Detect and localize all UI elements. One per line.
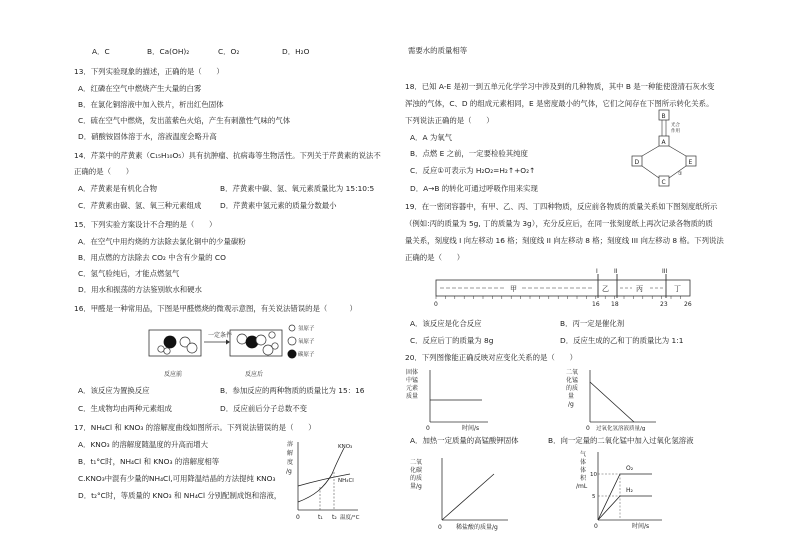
x-axis-label: 时间/s <box>462 425 480 432</box>
x-axis-label: 稀盐酸的质量/g <box>456 524 498 531</box>
origin: 0 <box>426 425 430 432</box>
origin: 0 <box>594 523 598 530</box>
x-tick: t₂ <box>332 514 337 521</box>
caption-before: 反应前 <box>164 371 183 378</box>
x-axis-label: 时间/s <box>632 523 650 530</box>
q18-option-c: C．反应①可表示为 H₂O₂=H₂↑+O₂↑ <box>410 166 536 175</box>
ylabel-char: /g <box>286 468 292 475</box>
ylabel-line: 二氧 <box>410 459 423 466</box>
q15-option-d: D．用水和振荡的方法鉴别软水和硬水 <box>78 285 202 294</box>
edge-label-line1: 光合 <box>671 123 680 128</box>
x-tick: 0 <box>296 514 300 521</box>
segment-jia: 甲 <box>510 285 517 293</box>
q18-stem-line1: 18．已知 A-E 是初一到五单元化学学习中涉及到的几种物质，其中 B 是一种能使澄清石灰水变 <box>405 82 715 91</box>
ylabel-line: /g <box>568 401 574 408</box>
edge-a-d <box>642 146 659 156</box>
oxygen-atom <box>187 343 197 353</box>
ylabel-char: 体 <box>580 459 587 466</box>
q18-option-d: D．A→B 的转化可通过呼吸作用来实现 <box>410 184 538 193</box>
hydrogen-atom <box>158 346 164 352</box>
ylabel-char: 溶 <box>287 441 294 448</box>
q19-option-b: B．丙一定是催化剂 <box>560 319 625 328</box>
q14-option-d: D．芹黄素中氢元素的质量分数最小 <box>220 201 337 210</box>
q20-stem: 20．下列图像能正确反映对应变化关系的是（ ） <box>405 353 578 362</box>
q20-graph-c <box>404 452 534 532</box>
o2-line <box>598 474 620 520</box>
q12-option-c: C．O₂ <box>218 47 240 56</box>
q19-stem-line1: 19．在一密闭容器中，有甲、乙、丙、丁四种物质，反应前各物质的质量关系如下图刻度纸所示 <box>405 202 718 211</box>
q18-stem-line3: 下列说法正确的是（ ） <box>405 116 494 125</box>
legend-carbon: 碳原子 <box>298 352 315 358</box>
h2-line <box>598 496 620 520</box>
q16-stem: 16．甲醛是一种常用品，下图是甲醛燃烧的微观示意图，有关说法错误的是（ ） <box>74 304 357 313</box>
q17-option-c: C.KNO₃中混有少量的NH₄Cl,可用降温结晶的方法提纯 KNO₃ <box>78 474 276 483</box>
data-line <box>590 382 634 422</box>
node-d-label: D <box>634 159 640 166</box>
x-axis-label: 过氧化氢溶液质量/g <box>596 426 646 432</box>
q15-option-b: B．用点燃的方法除去 CO₂ 中含有少量的 CO <box>78 253 226 262</box>
q15-option-c: C．氢气验纯后，才能点燃氢气 <box>78 269 180 278</box>
q20-graph-a <box>404 366 514 432</box>
ylabel-char: 气 <box>580 451 587 458</box>
q13-option-a: A．红磷在空气中燃烧产生大量的白雾 <box>78 84 202 93</box>
q18-option-b: B．点燃 E 之前，一定要检验其纯度 <box>410 149 528 158</box>
q12-option-a: A．C <box>92 47 110 56</box>
legend-hydrogen: 氢原子 <box>298 326 315 332</box>
q20-graph-b <box>560 366 680 432</box>
oxygen-atom <box>256 335 266 345</box>
q20-caption-a: A．加热一定质量的高锰酸钾固体 <box>410 436 519 445</box>
legend-carbon-icon <box>288 350 297 359</box>
q17-option-a: A．KNO₃ 的溶解度随温度的升高而增大 <box>78 440 209 449</box>
q20-graph-d <box>568 448 678 532</box>
legend-oxygen: 氧原子 <box>298 339 315 345</box>
q14-option-b: B．芹黄素中碳、氢、氧元素质量比为 15:10:5 <box>220 184 375 193</box>
hydrogen-atom <box>269 332 275 338</box>
node-e-label: E <box>688 159 693 166</box>
ylabel-line: 量/g <box>410 483 422 490</box>
caption-after: 反应后 <box>245 371 264 378</box>
origin: 0 <box>438 524 442 531</box>
segment-yi: 乙 <box>602 285 609 293</box>
edge-label-line2: 作用 <box>671 129 680 134</box>
q16-option-a: A．该反应为置换反应 <box>78 386 150 395</box>
q13-option-c: C．硫在空气中燃烧，发出蓝紫色火焰，产生有刺激性气味的气体 <box>78 116 291 125</box>
ylabel-line: 的质 <box>410 475 423 482</box>
q12-option-b: B．Ca(OH)₂ <box>147 47 190 56</box>
q19-scale-ruler <box>430 266 720 310</box>
q19-stem-line2: （例如:丙的质量为 5g, 丁的质量为 3g），充分反应后，在同一张刻度纸上再次记录各物质的质 <box>405 219 713 228</box>
q12-option-d: D．H₂O <box>282 47 310 56</box>
origin: 0 <box>586 425 590 432</box>
q17-option-b: B．t₁°C时，NH₄Cl 和 KNO₃ 的溶解度相等 <box>78 457 220 466</box>
node-b-label: B <box>661 113 666 120</box>
q15-option-a: A．在空气中用灼烧的方法除去氯化铜中的少量碳粉 <box>78 237 246 246</box>
y-tick: 5 <box>592 494 596 500</box>
node-a-label: A <box>661 139 666 146</box>
q16-option-d: D．反应前后分子总数不变 <box>220 404 307 413</box>
carbon-atom <box>164 336 177 349</box>
q18-option-a: A．A 为氧气 <box>410 133 453 142</box>
ylabel-char: 度 <box>287 459 294 466</box>
ylabel-line: 元素 <box>406 385 419 392</box>
reaction-condition: 一定条件 <box>208 332 233 339</box>
legend-hydrogen-icon <box>289 325 295 331</box>
ylabel-char: 体 <box>580 467 587 474</box>
ylabel-line: 中锰 <box>406 377 419 384</box>
ylabel-line: 质量 <box>406 393 419 400</box>
q16-option-c: C．生成物均由两种元素组成 <box>78 404 172 413</box>
edge-d-c <box>642 166 659 178</box>
hydrogen-atom <box>164 348 170 354</box>
tick-label-23: 23 <box>660 301 668 308</box>
q17-continuation: 需要水的质量相等 <box>408 46 468 55</box>
x-axis-label: 温度/°C <box>340 515 360 521</box>
ylabel-line: 量 <box>568 393 575 400</box>
q17-option-d: D．t₂°C时，等质量的 KNO₃ 和 NH₄Cl 分别配制成饱和溶液， <box>78 491 282 500</box>
ruler-ticks <box>436 296 680 299</box>
mark-label-3: III <box>662 268 668 275</box>
q19-option-d: D．反应生成的乙和丁的质量比为 1:1 <box>560 336 684 345</box>
q15-stem: 15．下列实验方案设计不合理的是（ ） <box>74 220 217 229</box>
ylabel-line: 固体 <box>406 369 419 376</box>
ylabel-char: 解 <box>287 450 294 457</box>
data-line <box>442 474 494 520</box>
q13-option-d: D．硝酸铵固体溶于水，溶液温度会略升高 <box>78 132 217 141</box>
tick-label-26: 26 <box>684 301 692 308</box>
hydrogen-atom <box>272 343 278 349</box>
mark-label-2: II <box>614 268 618 275</box>
ylabel-char: 积 <box>580 475 587 482</box>
arrow-head-icon <box>226 340 230 345</box>
series-label-h2: H₂ <box>626 487 633 494</box>
series-label-nh4cl: NH₄Cl <box>338 478 354 484</box>
tick-label-18: 18 <box>611 301 619 308</box>
x-tick: t₁ <box>318 514 323 521</box>
q17-solubility-graph <box>284 438 364 534</box>
q19-option-c: C．反应后丁的质量为 8g <box>410 336 494 345</box>
y-tick: 10 <box>590 472 597 478</box>
segment-bing: 丙 <box>636 285 643 293</box>
node-c-label: C <box>661 179 666 186</box>
series-label-o2: O₂ <box>626 465 634 472</box>
legend-oxygen-icon <box>288 337 296 345</box>
ylabel-unit: /mL <box>576 483 588 490</box>
q14-stem-line1: 14．芹菜中的芹黄素（C₁₅H₁₀O₅）具有抗肿瘤、抗病毒等生物活性。下列关于芹黄素的说法不 <box>74 151 381 160</box>
mark-label-1: I <box>596 268 598 275</box>
ylabel-line: 二氧 <box>566 369 579 376</box>
ylabel-line: 化锰 <box>566 377 579 384</box>
ylabel-line: 化碳 <box>410 467 423 474</box>
q13-stem: 13．下列实验现象的描述，正确的是（ ） <box>74 67 224 76</box>
q18-conversion-diagram <box>628 108 700 190</box>
segment-ding: 丁 <box>674 285 681 293</box>
q19-stem-line3: 量关系，刻度线 I 向左移动 16 格；刻度线 II 向左移动 8 格；刻度线 III 向左移动 8 格。下列说法 <box>405 236 724 245</box>
q20-caption-b: B．向一定量的二氧化锰中加入过氧化氢溶液 <box>548 436 694 445</box>
series-label-kno3: KNO₃ <box>338 444 353 450</box>
tick-label-0: 0 <box>434 301 438 308</box>
q14-option-a: A．芹黄素是有机化合物 <box>78 184 157 193</box>
ylabel-line: 的质 <box>566 385 579 392</box>
reaction-mark: ① <box>678 171 683 177</box>
tick-label-16: 16 <box>592 301 600 308</box>
q13-option-b: B．在氯化铜溶液中加入铁片，析出红色固体 <box>78 100 224 109</box>
q16-option-b: B．参加反应的两种物质的质量比为 15：16 <box>220 386 365 395</box>
q19-stem-line4: 正确的是（ ） <box>405 253 465 262</box>
oxygen-atom <box>237 334 247 344</box>
edge-a-e <box>669 146 686 156</box>
q16-reaction-diagram <box>148 320 328 382</box>
q17-stem: 17．NH₄Cl 和 KNO₃ 的溶解度曲线如图所示。下列说法错误的是（ ） <box>74 423 316 432</box>
q18-stem-line2: 浑浊的气体，C、D 的组成元素相同，E 是密度最小的气体，它们之间存在下图所示转化关系。 <box>405 99 714 108</box>
q14-stem-line2: 正确的是（ ） <box>74 167 134 176</box>
q19-option-a: A．该反应是化合反应 <box>410 319 482 328</box>
kno3-curve <box>298 448 344 502</box>
q14-option-c: C．芹黄素由碳、氢、氧三种元素组成 <box>78 201 202 210</box>
